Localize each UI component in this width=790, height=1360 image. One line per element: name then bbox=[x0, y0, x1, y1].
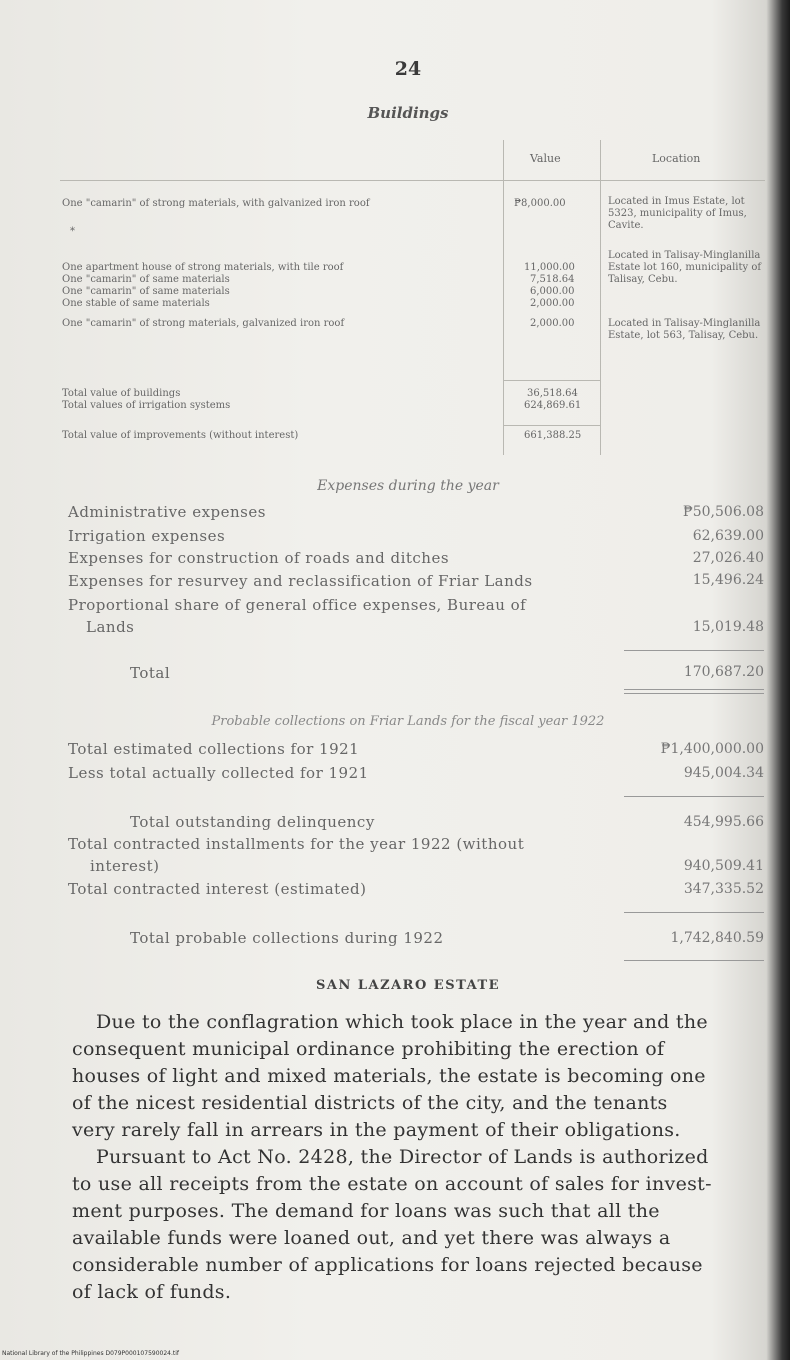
expenses-total-value: 170,687.20 bbox=[683, 664, 764, 680]
expense-general-value: 15,019.48 bbox=[692, 619, 764, 635]
probable-collections-label: Total probable collections during 1922 bbox=[130, 929, 444, 947]
outstanding-label: Total outstanding delinquency bbox=[130, 813, 375, 831]
interest-label: Total contracted interest (estimated) bbox=[68, 880, 367, 898]
para2-line-5: considerable number of applications for loans rejected because bbox=[72, 1254, 703, 1276]
building-row-4: One "camarin" of same materials bbox=[62, 286, 230, 297]
collections-actual-value: 945,004.34 bbox=[683, 765, 764, 781]
total-buildings-label: Total value of buildings bbox=[62, 388, 181, 399]
collections-heading: Probable collections on Friar Lands for the fiscal year 1922 bbox=[211, 714, 605, 729]
total-buildings-value: 36,518.64 bbox=[527, 388, 578, 399]
expense-general-label-2: Lands bbox=[86, 618, 135, 636]
expenses-subtotal-rule bbox=[624, 650, 764, 651]
expense-admin-value: ₱50,506.08 bbox=[682, 504, 764, 520]
building-value-5: 2,000.00 bbox=[530, 298, 575, 309]
scan-footer: National Library of the Philippines D079P000107590024.tif bbox=[2, 1350, 180, 1357]
para1-line-5: very rarely fall in arrears in the payment of their obligations. bbox=[72, 1119, 681, 1141]
outstanding-value: 454,995.66 bbox=[683, 814, 764, 830]
table-col-divider-1 bbox=[503, 140, 504, 455]
total-irrigation-value: 624,869.61 bbox=[524, 400, 582, 411]
para1-line-3: houses of light and mixed materials, the estate is becoming one bbox=[72, 1065, 706, 1087]
building-value-3: 7,518.64 bbox=[530, 274, 575, 285]
location-column-header: Location bbox=[652, 152, 701, 165]
installments-label-2: interest) bbox=[90, 857, 160, 875]
table-header-rule bbox=[60, 180, 765, 181]
building-row-5: One stable of same materials bbox=[62, 298, 210, 309]
expense-admin-label: Administrative expenses bbox=[68, 503, 266, 521]
expense-general-label: Proportional share of general office expenses, Bureau of bbox=[68, 596, 527, 614]
collections-estimated-label: Total estimated collections for 1921 bbox=[68, 740, 360, 758]
expense-resurvey-label: Expenses for resurvey and reclassification of Friar Lands bbox=[68, 572, 533, 590]
expenses-heading: Expenses during the year bbox=[317, 478, 499, 494]
location-imus: Located in Imus Estate, lot 5323, municipality of Imus, Cavite. bbox=[608, 196, 747, 231]
total-irrigation-label: Total values of irrigation systems bbox=[62, 400, 231, 411]
expense-irrigation-value: 62,639.00 bbox=[692, 528, 764, 544]
building-row-6: One "camarin" of strong materials, galvanized iron roof bbox=[62, 318, 345, 329]
expense-roads-value: 27,026.40 bbox=[692, 550, 764, 566]
collections-subtotal-rule bbox=[624, 796, 764, 797]
para1-line-1: Due to the conflagration which took place in the year and the bbox=[96, 1011, 708, 1033]
expense-roads-label: Expenses for construction of roads and ditches bbox=[68, 549, 450, 567]
para2-line-3: ment purposes. The demand for loans was such that all the bbox=[72, 1200, 660, 1222]
installments-value: 940,509.41 bbox=[683, 858, 764, 874]
location-talisay-160: Located in Talisay-Minglanilla Estate lot 160, municipality of Talisay, Cebu. bbox=[608, 250, 762, 285]
para2-line-2: to use all receipts from the estate on account of sales for invest- bbox=[72, 1173, 712, 1195]
totals-rule-2 bbox=[503, 425, 600, 426]
installments-label: Total contracted installments for the year 1922 (without bbox=[68, 835, 525, 853]
building-value-4: 6,000.00 bbox=[530, 286, 575, 297]
buildings-heading: Buildings bbox=[367, 104, 449, 122]
san-lazaro-heading: SAN LAZARO ESTATE bbox=[315, 978, 501, 993]
para1-line-4: of the nicest residential districts of the city, and the tenants bbox=[72, 1092, 668, 1114]
expenses-total-rule-2 bbox=[624, 693, 764, 694]
collections-total-rule bbox=[624, 912, 764, 913]
expenses-total-rule-1 bbox=[624, 689, 764, 690]
expense-resurvey-value: 15,496.24 bbox=[692, 572, 764, 588]
para1-line-2: consequent municipal ordinance prohibiting the erection of bbox=[72, 1038, 665, 1060]
total-improvements-label: Total value of improvements (without interest) bbox=[62, 430, 299, 441]
building-row-3: One "camarin" of same materials bbox=[62, 274, 230, 285]
interest-value: 347,335.52 bbox=[683, 881, 764, 897]
building-value-2: 11,000.00 bbox=[524, 262, 575, 273]
totals-rule bbox=[503, 380, 600, 381]
expenses-total-label: Total bbox=[130, 664, 171, 682]
collections-estimated-value: ₱1,400,000.00 bbox=[660, 741, 764, 757]
para2-line-4: available funds were loaned out, and yet there was always a bbox=[72, 1227, 671, 1249]
expense-irrigation-label: Irrigation expenses bbox=[68, 527, 226, 545]
collections-actual-label: Less total actually collected for 1921 bbox=[68, 764, 369, 782]
para2-line-1: Pursuant to Act No. 2428, the Director of Lands is authorized bbox=[96, 1146, 709, 1168]
building-value-1: ₱8,000.00 bbox=[514, 198, 566, 209]
probable-collections-rule bbox=[624, 960, 764, 961]
total-improvements-value: 661,388.25 bbox=[524, 430, 582, 441]
location-talisay-563: Located in Talisay-Minglanilla Estate, lot 563, Talisay, Cebu. bbox=[608, 318, 761, 341]
probable-collections-value: 1,742,840.59 bbox=[670, 930, 764, 946]
table-col-divider-2 bbox=[600, 140, 601, 455]
page-number: 24 bbox=[394, 58, 422, 80]
star-mark: * bbox=[70, 226, 75, 237]
building-value-6: 2,000.00 bbox=[530, 318, 575, 329]
value-column-header: Value bbox=[530, 152, 561, 165]
building-row-2: One apartment house of strong materials, with tile roof bbox=[62, 262, 344, 273]
para2-line-6: of lack of funds. bbox=[72, 1281, 232, 1303]
building-row-1: One "camarin" of strong materials, with galvanized iron roof bbox=[62, 198, 370, 209]
